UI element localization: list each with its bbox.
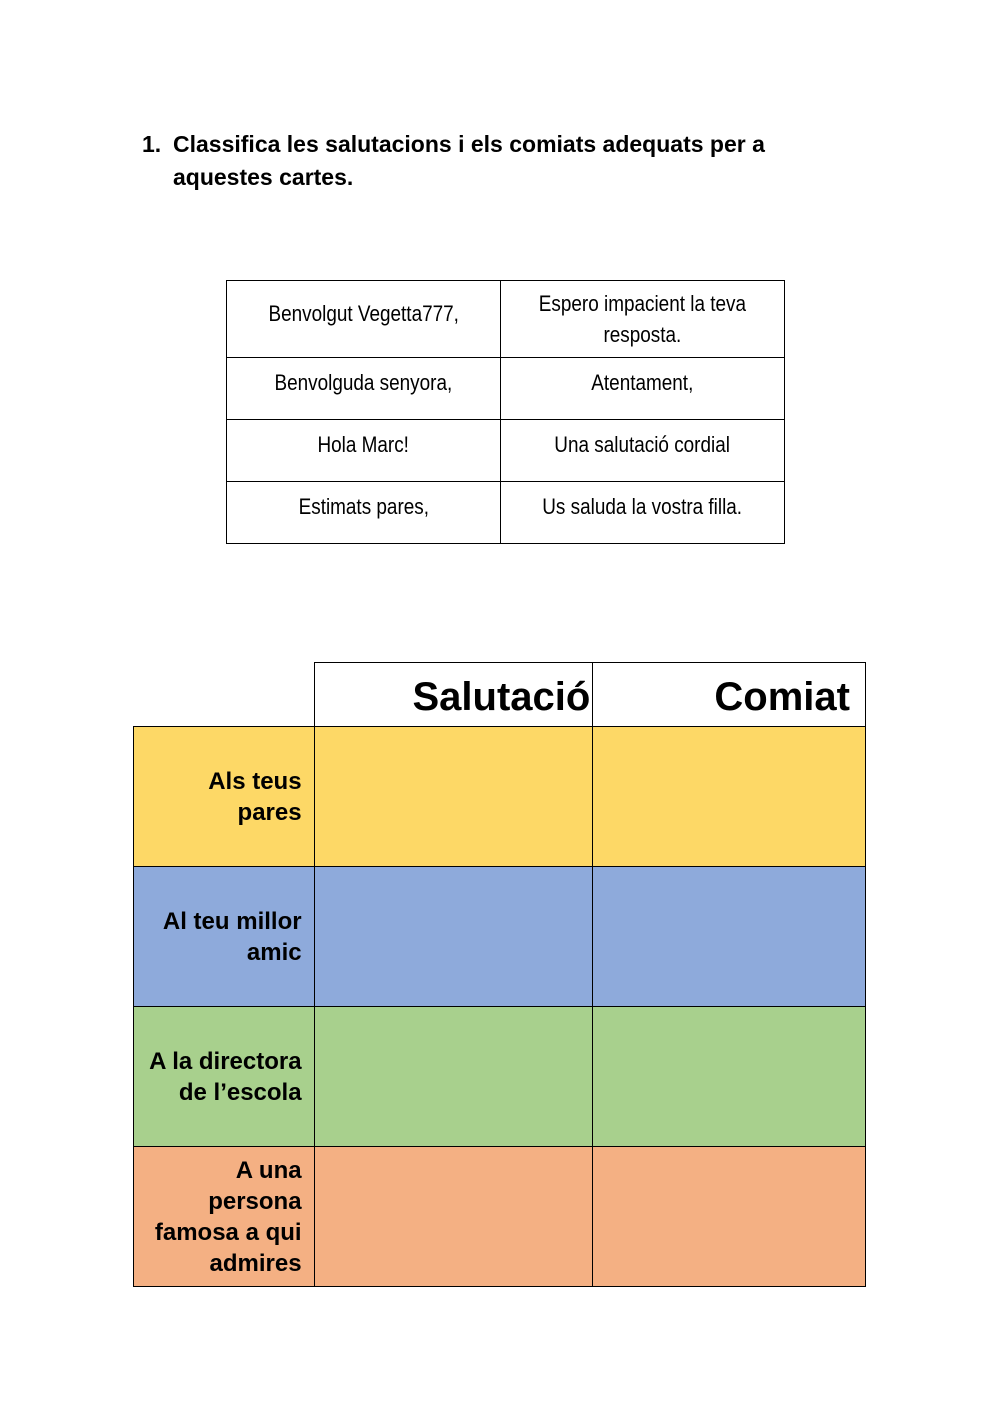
farewell-option[interactable]: Una salutació cordial bbox=[501, 420, 785, 482]
farewell-option[interactable]: Atentament, bbox=[501, 358, 785, 420]
table-row bbox=[134, 867, 866, 1007]
greeting-option[interactable]: Benvolgut Vegetta777, bbox=[227, 281, 501, 358]
row-label: A la directora de l’escola bbox=[134, 1007, 315, 1147]
greeting-drop-zone[interactable] bbox=[314, 1147, 593, 1287]
greeting-option[interactable]: Hola Marc! bbox=[227, 420, 501, 482]
instruction-text: Classifica les salutacions i els comiats adequats per a aquestes cartes. bbox=[173, 131, 765, 190]
instruction bbox=[142, 128, 862, 194]
greeting-drop-zone[interactable] bbox=[314, 727, 593, 867]
header-comiat: Comiat bbox=[593, 663, 866, 727]
greeting-drop-zone[interactable] bbox=[314, 1007, 593, 1147]
farewell-drop-zone[interactable] bbox=[593, 1147, 866, 1287]
instruction-number: 1. bbox=[142, 131, 162, 157]
farewell-drop-zone[interactable] bbox=[593, 867, 866, 1007]
farewell-option[interactable]: Espero impacient la teva resposta. bbox=[501, 281, 785, 358]
table-row bbox=[227, 358, 785, 420]
row-label: A una persona famosa a qui admires bbox=[134, 1147, 315, 1287]
farewell-drop-zone[interactable] bbox=[593, 1007, 866, 1147]
table-row bbox=[227, 420, 785, 482]
table-row bbox=[227, 281, 785, 358]
options-table bbox=[226, 280, 785, 544]
table-row bbox=[227, 482, 785, 544]
table-row bbox=[134, 1147, 866, 1287]
greeting-option[interactable]: Estimats pares, bbox=[227, 482, 501, 544]
row-label: Als teus pares bbox=[134, 727, 315, 867]
table-row bbox=[134, 1007, 866, 1147]
greeting-option[interactable]: Benvolguda senyora, bbox=[227, 358, 501, 420]
greeting-drop-zone[interactable] bbox=[314, 867, 593, 1007]
table-row bbox=[134, 727, 866, 867]
farewell-option[interactable]: Us saluda la vostra filla. bbox=[501, 482, 785, 544]
row-label: Al teu millor amic bbox=[134, 867, 315, 1007]
farewell-drop-zone[interactable] bbox=[593, 727, 866, 867]
header-row bbox=[134, 663, 866, 727]
corner-cell bbox=[134, 663, 315, 727]
classification-table bbox=[133, 662, 866, 1287]
header-salutacio: Salutació bbox=[314, 663, 593, 727]
